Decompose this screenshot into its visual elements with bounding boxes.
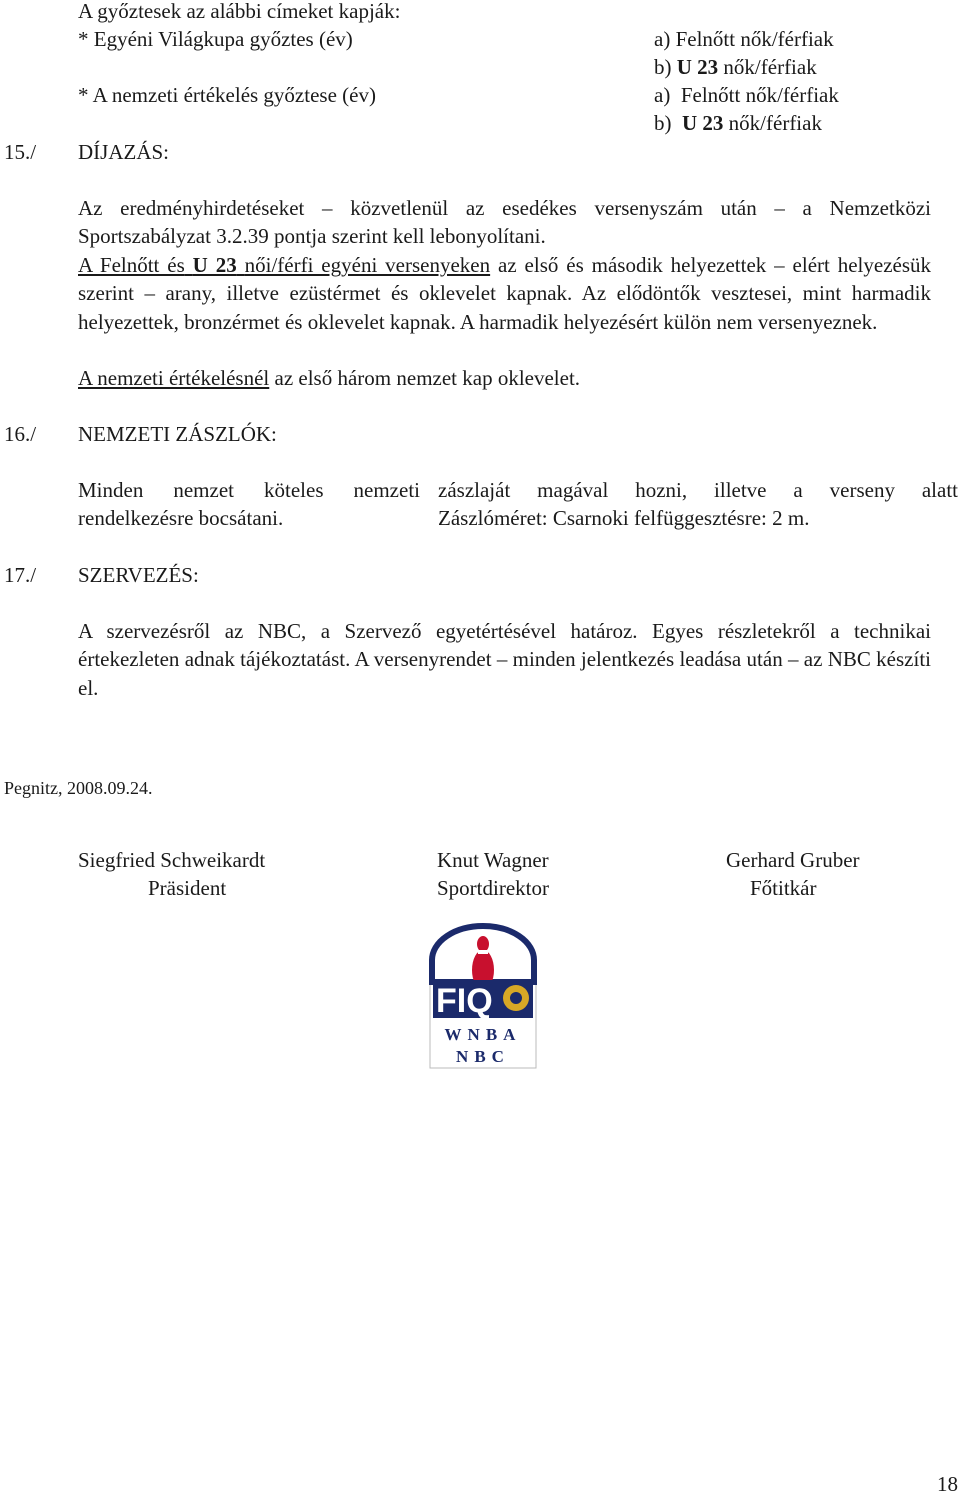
section-17-title: SZERVEZÉS: xyxy=(78,563,199,587)
page-number: 18 xyxy=(937,1472,958,1496)
award-item-national-b: b) U 23 nők/férfiak xyxy=(654,111,822,135)
logo-line2: NBC xyxy=(456,1047,510,1066)
signatory-3-title: Főtitkár xyxy=(750,876,817,900)
section-16-number: 16./ xyxy=(4,422,37,446)
wnba-nbc-logo xyxy=(428,922,538,1072)
section-15-title: DÍJAZÁS: xyxy=(78,140,170,164)
section-16-line2-left: rendelkezésre bocsátani. xyxy=(78,506,284,530)
award-item-national-a: a) Felnőtt nők/férfiak xyxy=(654,83,839,107)
section-16-line2-right: Zászlóméret: Csarnoki felfüggesztésre: 2 m. xyxy=(438,506,810,530)
section-17-paragraph: A szervezésről az NBC, a Szervező egyetértésével határoz. Egyes részletekről a technikai értekezleten adnak tájékoztatást. A versenyrendet – minden jelentkezés leadása után – az NBC készíti el. xyxy=(78,619,931,700)
section-15-paragraph-2: A Felnőtt és U 23 női/férfi egyéni versenyeken az első és második helyezettek – elért helyezésük szerint – arany, illetve ezüstérmet és oklevelet kapnak. Az elődöntők vesztesei, mint harmadik helyezettek, bronzérmet és oklevelet kapnak. A harmadik helyezésért külön nem versenyeznek. xyxy=(78,253,932,334)
awards-intro: A győztesek az alábbi címeket kapják: xyxy=(78,0,401,23)
logo-line1: WNBA xyxy=(444,1025,522,1044)
section-16-line1-right: zászlaját magával hozni, illetve a verseny alatt xyxy=(438,478,958,502)
section-16-line1-left: Minden nemzet köteles nemzeti xyxy=(78,478,420,502)
signatory-2-title: Sportdirektor xyxy=(437,876,549,900)
section-17-number: 17./ xyxy=(4,563,37,587)
logo-mark-text: FIQ xyxy=(436,982,493,1020)
section-15-paragraph-3: A nemzeti értékelésnél az első három nemzet kap oklevelet. xyxy=(78,366,581,390)
signatory-1-name: Siegfried Schweikardt xyxy=(78,848,266,872)
section-16-title: NEMZETI ZÁSZLÓK: xyxy=(78,422,277,446)
award-item-national: * A nemzeti értékelés győztese (év) xyxy=(78,83,376,107)
section-15-paragraph-1: Az eredményhirdetéseket – közvetlenül az esedékes versenyszám után – a Nemzetközi Sportszabályzat 3.2.39 pontja szerint kell lebonyolítani. xyxy=(78,196,931,249)
signatory-2-name: Knut Wagner xyxy=(437,848,549,872)
award-item-world-cup: * Egyéni Világkupa győztes (év) xyxy=(78,27,353,51)
section-15-number: 15./ xyxy=(4,140,37,164)
signatory-3-name: Gerhard Gruber xyxy=(726,848,860,872)
award-item-world-cup-b: b) U 23 nők/férfiak xyxy=(654,55,817,79)
place-date: Pegnitz, 2008.09.24. xyxy=(4,778,153,798)
award-item-world-cup-a: a) Felnőtt nők/férfiak xyxy=(654,27,834,51)
signatory-1-title: Präsident xyxy=(148,876,227,900)
